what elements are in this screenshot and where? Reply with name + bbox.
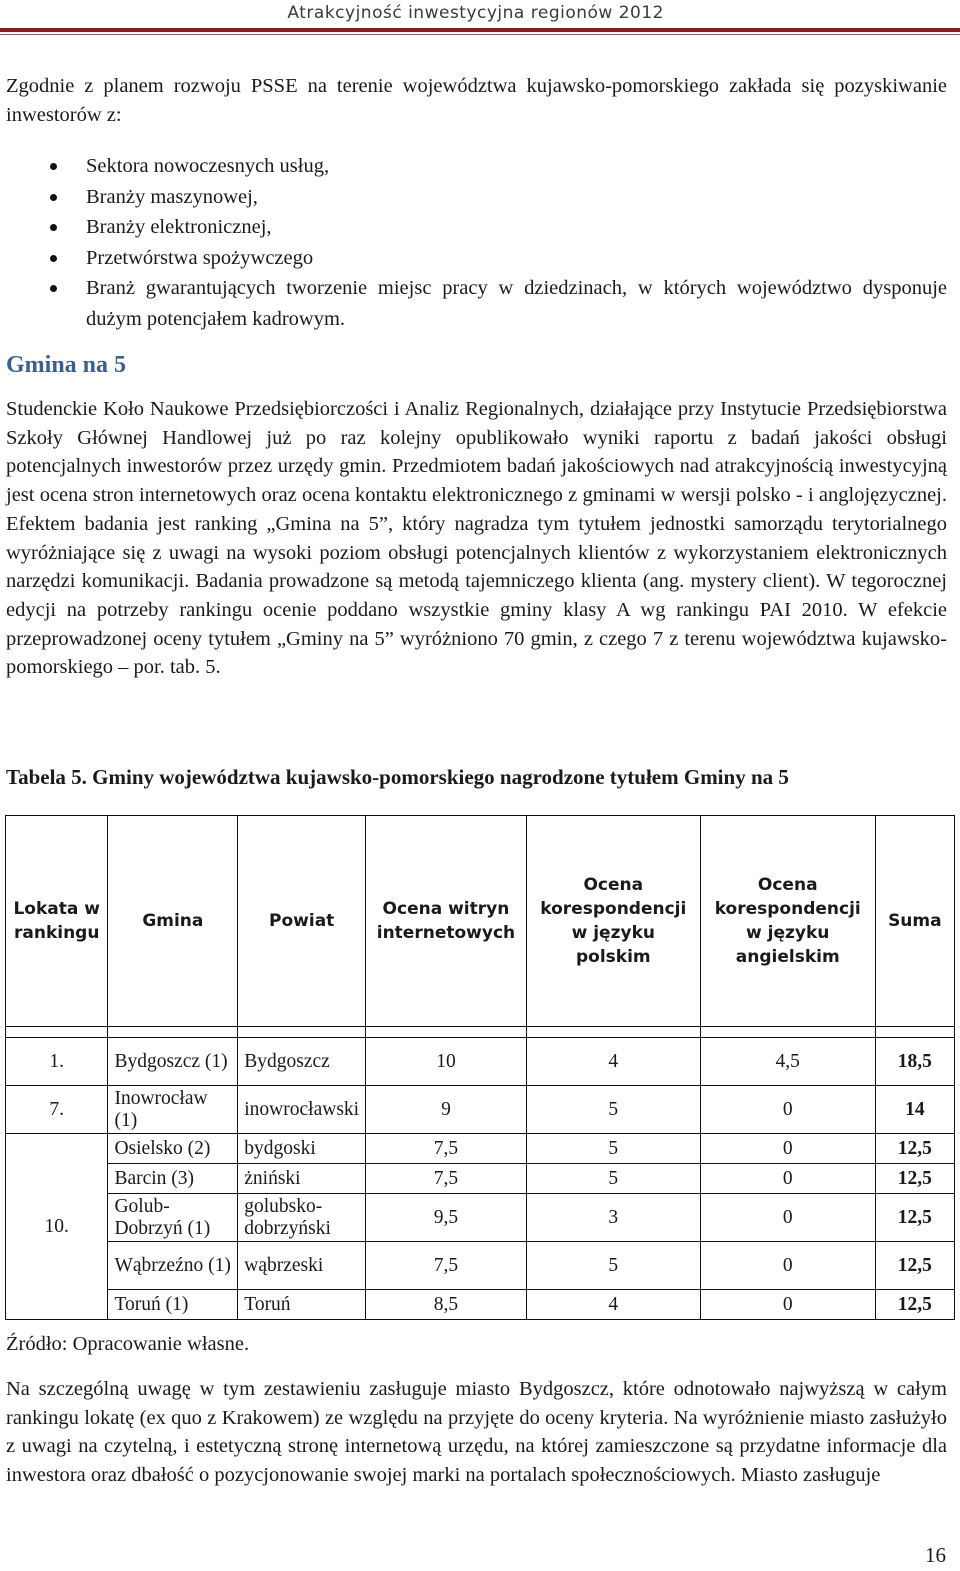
header-title: Atrakcyjność inwestycyjna regionów 2012 — [287, 3, 664, 23]
witryny-cell: 7,5 — [366, 1164, 527, 1194]
gmina-cell: Golub-Dobrzyń (1) — [108, 1194, 238, 1242]
column-header: Gmina — [108, 816, 238, 1027]
bullet-icon — [50, 224, 57, 231]
page-number: 16 — [925, 1543, 946, 1567]
powiat-cell: Bydgoszcz — [238, 1038, 366, 1086]
header-rule-thin — [0, 34, 960, 35]
bullet-icon — [50, 163, 57, 170]
pl-cell: 5 — [526, 1242, 700, 1290]
table-header-row — [6, 816, 955, 1027]
table-row — [6, 1290, 955, 1320]
gmina-cell: Osielsko (2) — [108, 1134, 238, 1164]
investor-sector-list — [0, 151, 947, 334]
list-item: Przetwórstwa spożywczego — [0, 243, 947, 274]
en-cell: 0 — [700, 1164, 875, 1194]
gmina-cell: Inowrocław (1) — [108, 1086, 238, 1134]
intro-paragraph: Zgodnie z planem rozwoju PSSE na terenie województwa kujawsko-pomorskiego zakłada się pozyskiwanie inwestorów z: — [6, 75, 947, 126]
column-header: Lokata w rankingu — [6, 816, 108, 1027]
column-header: Ocena korespondencji w języku angielskim — [700, 816, 875, 1027]
gmina-cell: Toruń (1) — [108, 1290, 238, 1320]
column-header: Powiat — [238, 816, 366, 1027]
table-row — [6, 1194, 955, 1242]
en-cell: 4,5 — [700, 1038, 875, 1086]
table-spacer-row — [6, 1027, 955, 1038]
table-row — [6, 1134, 955, 1164]
en-cell: 0 — [700, 1134, 875, 1164]
witryny-cell: 7,5 — [366, 1242, 527, 1290]
list-item: Branży elektronicznej, — [0, 212, 947, 243]
rank-cell: 10. — [6, 1134, 108, 1320]
table-caption: Tabela 5. Gminy województwa kujawsko-pomorskiego nagrodzone tytułem Gminy na 5 — [6, 765, 789, 789]
witryny-cell: 9 — [366, 1086, 527, 1134]
list-item: Branży maszynowej, — [0, 182, 947, 213]
table-row — [6, 1086, 955, 1134]
powiat-cell: Toruń — [238, 1290, 366, 1320]
suma-cell: 18,5 — [875, 1038, 954, 1086]
suma-cell: 12,5 — [875, 1290, 954, 1320]
column-header: Ocena witryn internetowych — [366, 816, 527, 1027]
list-item: Branż gwarantujących tworzenie miejsc pracy w dziedzinach, w których województwo dysponuje dużym potencjałem kadrowym. — [0, 273, 947, 334]
suma-cell: 12,5 — [875, 1164, 954, 1194]
pl-cell: 3 — [526, 1194, 700, 1242]
table-row — [6, 1038, 955, 1086]
column-header: Suma — [875, 816, 954, 1027]
powiat-cell: żniński — [238, 1164, 366, 1194]
witryny-cell: 10 — [366, 1038, 527, 1086]
en-cell: 0 — [700, 1290, 875, 1320]
witryny-cell: 7,5 — [366, 1134, 527, 1164]
ranking-table — [5, 815, 955, 1320]
suma-cell: 12,5 — [875, 1242, 954, 1290]
bullet-icon — [50, 285, 57, 292]
pl-cell: 5 — [526, 1164, 700, 1194]
header-rule — [0, 28, 960, 32]
table-row — [6, 1242, 955, 1290]
page-header — [0, 0, 960, 36]
table-row — [6, 1164, 955, 1194]
pl-cell: 4 — [526, 1038, 700, 1086]
gmina-cell: Bydgoszcz (1) — [108, 1038, 238, 1086]
suma-cell: 12,5 — [875, 1194, 954, 1242]
powiat-cell: wąbrzeski — [238, 1242, 366, 1290]
en-cell: 0 — [700, 1194, 875, 1242]
pl-cell: 4 — [526, 1290, 700, 1320]
pl-cell: 5 — [526, 1086, 700, 1134]
witryny-cell: 8,5 — [366, 1290, 527, 1320]
gmina-cell: Wąbrzeźno (1) — [108, 1242, 238, 1290]
column-header: Ocena korespondencji w języku polskim — [526, 816, 700, 1027]
table-source: Źródło: Opracowanie własne. — [6, 1333, 250, 1355]
bullet-icon — [50, 194, 57, 201]
powiat-cell: golubsko-dobrzyński — [238, 1194, 366, 1242]
body-paragraph: Na szczególną uwagę w tym zestawieniu zasługuje miasto Bydgoszcz, które odnotowało najwyższą w całym rankingu lokatę (ex quo z Krakowem) ze względu na przyjęte do oceny kryteria. Na wyróżnienie miasto zasłużyło z uwagi na czytelną, i estetyczną stronę internetową urzędu, na której zamieszczone są przydatne informacje dla inwestora oraz dbałość o pozycjonowanie swojej marki na portalach społecznościowych. Miasto zasługuje — [6, 1378, 947, 1487]
suma-cell: 12,5 — [875, 1134, 954, 1164]
powiat-cell: inowrocławski — [238, 1086, 366, 1134]
rank-cell: 1. — [6, 1038, 108, 1086]
gmina-cell: Barcin (3) — [108, 1164, 238, 1194]
pl-cell: 5 — [526, 1134, 700, 1164]
witryny-cell: 9,5 — [366, 1194, 527, 1242]
en-cell: 0 — [700, 1242, 875, 1290]
body-paragraph: Studenckie Koło Naukowe Przedsiębiorczości i Analiz Regionalnych, działające przy Instytucie Przedsiębiorstwa Szkoły Głównej Handlowej już po raz kolejny opublikowało wyniki raportu z badań jakości obsługi potencjalnych inwestorów przez urzędy gmin. Przedmiotem badań jakościowych nad atrakcyjnością inwestycyjną jest ocena stron internetowych oraz ocena kontaktu elektronicznego z gminami w wersji polsko - i anglojęzycznej. Efektem badania jest ranking „Gmina na 5”, który nagradza tym tytułem jednostki samorządu terytorialnego wyróżniające się z uwagi na wysoki poziom obsługi potencjalnych klientów z wykorzystaniem elektronicznych narzędzi komunikacji. Badania prowadzone są metodą tajemniczego klienta (ang. mystery client). W tegorocznej edycji na potrzeby rankingu ocenie poddano wszystkie gminy klasy A wg rankingu PAI 2010. W efekcie przeprowadzonej oceny tytułem „Gminy na 5” wyróżniono 70 gmin, z czego 7 z terenu województwa kujawsko-pomorskiego – por. tab. 5. — [6, 398, 947, 679]
en-cell: 0 — [700, 1086, 875, 1134]
rank-cell: 7. — [6, 1086, 108, 1134]
list-item: Sektora nowoczesnych usług, — [0, 151, 947, 182]
suma-cell: 14 — [875, 1086, 954, 1134]
bullet-icon — [50, 255, 57, 262]
powiat-cell: bydgoski — [238, 1134, 366, 1164]
section-title: Gmina na 5 — [6, 352, 127, 378]
